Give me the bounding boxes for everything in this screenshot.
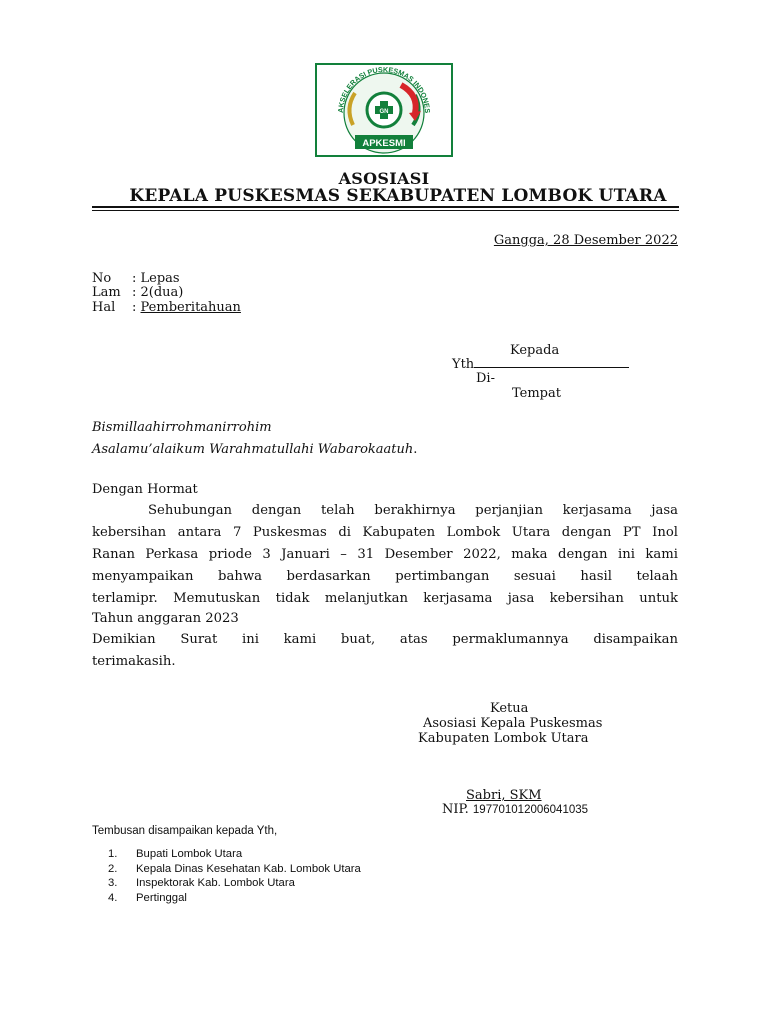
list-item [108, 847, 361, 862]
list-item [108, 876, 361, 891]
meta-lam-label: Lam [92, 285, 121, 300]
closing-line-2: terimakasih. [92, 654, 176, 669]
meta-lam [92, 285, 183, 300]
logo-arc-text: AKSELERASI PUSKESMAS INDONES [335, 64, 433, 114]
recipient-di: Di- [476, 371, 495, 386]
meta-lam-value: : 2(dua) [132, 285, 184, 300]
list-item [108, 862, 361, 877]
body-line-2: kebersihan antara 7 Puskesmas di Kabupaten Lombok Utara dengan PT Inol [92, 525, 678, 540]
body-line-1 [92, 500, 678, 522]
body-line-4: menyampaikan bahwa berdasarkan pertimbangan sesuai hasil telaah [92, 569, 678, 584]
list-item-number: 2. [108, 862, 118, 875]
letter-date: Gangga, 28 Desember 2022 [493, 233, 678, 248]
body-line-6: Tahun anggaran 2023 [92, 611, 239, 626]
body-line-5: terlamipr. Memutuskan tidak melanjutkan kerjasama jasa kebersihan untuk [92, 591, 678, 606]
recipient-tempat: Tempat [512, 386, 561, 401]
list-item-text: Bupati Lombok Utara [136, 848, 243, 860]
logo-emblem [315, 63, 453, 157]
recipient-kepada: Kepada [510, 343, 560, 358]
meta-hal [92, 300, 241, 315]
header-rule-thin [92, 210, 679, 211]
greeting-salam-text: Asalamu’alaikum Warahmatullahi Wabarokaatuh [92, 442, 414, 457]
logo-banner-text: APKESMI [362, 138, 406, 149]
header-title-line1: ASOSIASI [338, 169, 430, 188]
meta-no-label: No [92, 271, 112, 286]
signature-nip-value: 197701012006041035 [472, 804, 589, 816]
list-item-text: Kepala Dinas Kesehatan Kab. Lombok Utara [136, 862, 361, 875]
meta-hal-label: Hal [92, 300, 116, 315]
header-title-line2: KEPALA PUSKESMAS SEKABUPATEN LOMBOK UTARA [129, 186, 667, 206]
signature-org-line2: Kabupaten Lombok Utara [418, 731, 589, 746]
closing-line-1: Demikian Surat ini kami buat, atas permaklumannya disampaikan [92, 632, 678, 647]
body-line-1-text: Sehubungan dengan telah berakhirnya perjanjian kerjasama jasa [148, 503, 678, 518]
body-line-3: Ranan Perkasa priode 3 Januari – 31 Desember 2022, maka dengan ini kami [92, 547, 678, 562]
meta-hal-value: Pemberitahuan [140, 300, 241, 315]
meta-hal-sep: : [132, 300, 141, 315]
greeting-salam [92, 442, 417, 457]
greeting-salam-period: . [413, 442, 418, 457]
list-item [108, 891, 361, 906]
header-rule-thick [92, 206, 679, 208]
greeting-bismillah: Bismillaahirrohmanirrohim [92, 420, 272, 435]
meta-no-value: : Lepas [132, 271, 180, 286]
signature-nip-label: NIP. [442, 802, 469, 817]
recipient-yth-label: Yth [452, 357, 475, 372]
signature-nip [442, 802, 588, 818]
meta-no [92, 271, 180, 286]
list-item-text: Inspektorak Kab. Lombok Utara [136, 877, 295, 890]
list-item-text: Pertinggal [136, 891, 187, 904]
greeting-hormat: Dengan Hormat [92, 482, 198, 497]
recipient-blank-line [474, 367, 629, 368]
signature-org-line1: Asosiasi Kepala Puskesmas [423, 716, 603, 731]
apkesmi-logo [315, 63, 453, 157]
signature-name: Sabri, SKM [466, 788, 542, 803]
recipient-yth [452, 357, 629, 372]
tembusan-intro: Tembusan disampaikan kepada Yth, [92, 825, 278, 837]
list-item-number: 3. [108, 877, 118, 890]
list-item-number: 4. [108, 891, 118, 904]
tembusan-list [108, 847, 361, 905]
list-item-number: 1. [108, 848, 118, 860]
logo-center-text: GN [379, 109, 389, 115]
signature-role: Ketua [490, 701, 529, 716]
